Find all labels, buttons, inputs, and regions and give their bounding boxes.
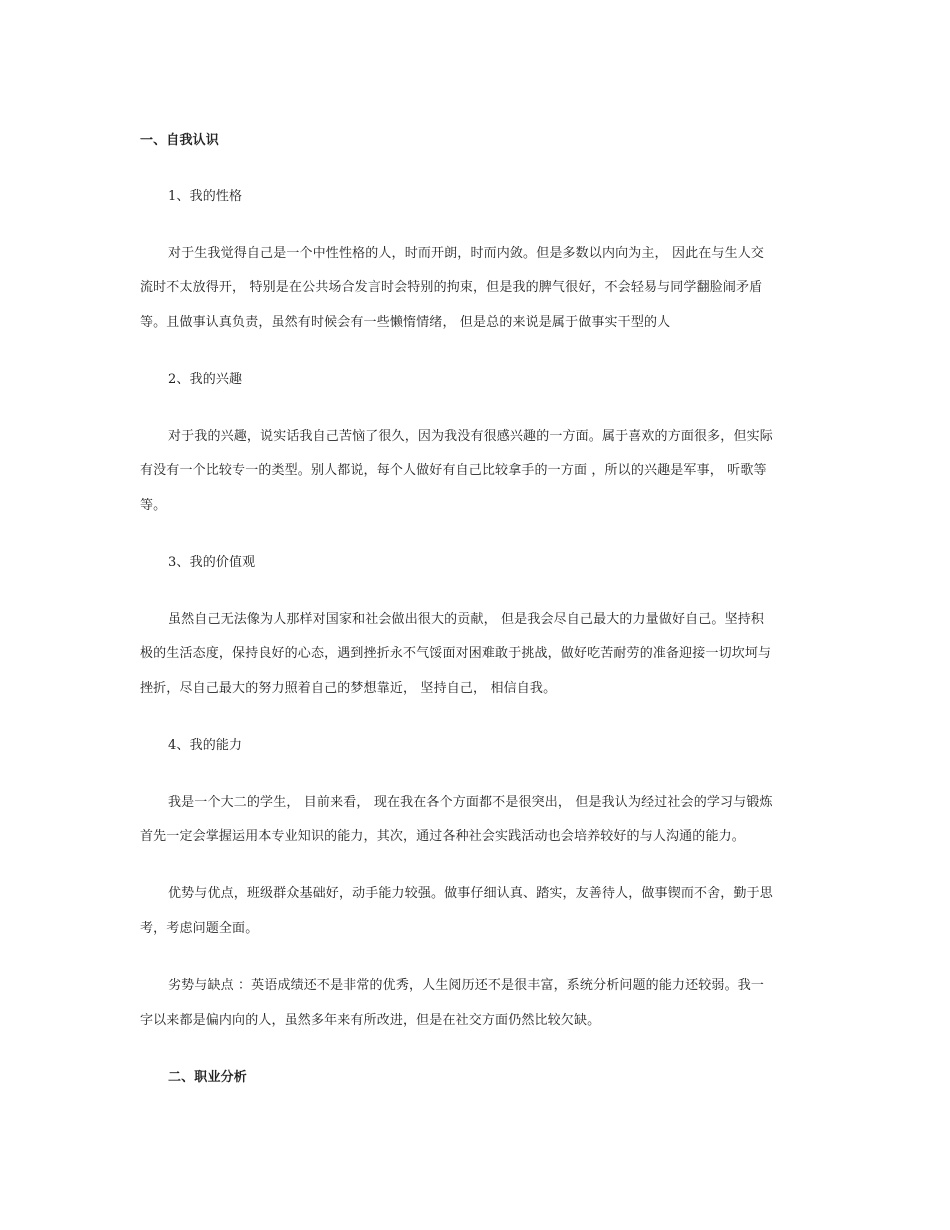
subheading-abilities: 4、我的能力: [168, 738, 243, 753]
section-heading-career-analysis: 二、职业分析: [168, 1070, 247, 1085]
paragraph-line: 首先一定会掌握运用本专业知识的能力，其次，通过各种社会实践活动也会培养较好的与人沟通的能力。: [140, 829, 745, 844]
paragraph-line: 劣势与缺点 ：英语成绩还不是非常的优秀，人生阅历还不是很丰富，系统分析问题的能力还较弱。我一: [168, 978, 765, 993]
paragraph-line: 等。: [140, 498, 167, 513]
paragraph-line: 极的生活态度，保持良好的心态，遇到挫折永不气馁面对困难敢于挑战，做好吃苦耐劳的准备迎接一切坎坷与: [140, 646, 772, 661]
subheading-interests: 2、我的兴趣: [168, 372, 243, 387]
paragraph-line: 对于我的兴趣，说实话我自己苦恼了很久，因为我没有很感兴趣的一方面。属于喜欢的方面很多，但实际: [168, 429, 773, 444]
paragraph-line: 对于生我觉得自己是一个中性性格的人，时而开朗，时而内敛。但是多数以内向为主， 因此在与生人交: [168, 246, 765, 261]
section-heading-self-awareness: 一、自我认识: [140, 133, 219, 148]
paragraph-line: 虽然自己无法像为人那样对国家和社会做出很大的贡献， 但是我会尽自己最大的力量做好自己。坚持积: [168, 612, 765, 627]
paragraph-line: 优势与优点，班级群众基础好，动手能力较强。做事仔细认真、踏实，友善待人，做事锲而不舍，勤于思: [168, 886, 773, 901]
paragraph-line: 流时不太放得开， 特别是在公共场合发言时会特别的拘束，但是我的脾气很好，不会轻易与同学翻脸闹矛盾: [140, 280, 763, 295]
paragraph-line: 等。且做事认真负责，虽然有时候会有一些懒惰情绪， 但是总的来说是属于做事实干型的人: [140, 315, 671, 330]
paragraph-line: 字以来都是偏内向的人，虽然多年来有所改进，但是在社交方面仍然比较欠缺。: [140, 1013, 601, 1028]
paragraph-line: 考，考虑问题全面。: [140, 921, 259, 936]
paragraph-line: 我是一个大二的学生， 目前来看， 现在我在各个方面都不是很突出， 但是我认为经过社会的学习与锻炼: [168, 795, 773, 810]
paragraph-line: 挫折，尽自己最大的努力照着自己的梦想靠近， 坚持自己， 相信自我。: [140, 681, 557, 696]
document-page: [140, 0, 815, 1230]
subheading-personality: 1、我的性格: [168, 189, 243, 204]
subheading-values: 3、我的价值观: [168, 555, 256, 570]
paragraph-line: 有没有一个比较专一的类型。别人都说，每个人做好有自己比较拿手的一方面 ，所以的兴趣是军事， 听歌等: [140, 463, 767, 478]
